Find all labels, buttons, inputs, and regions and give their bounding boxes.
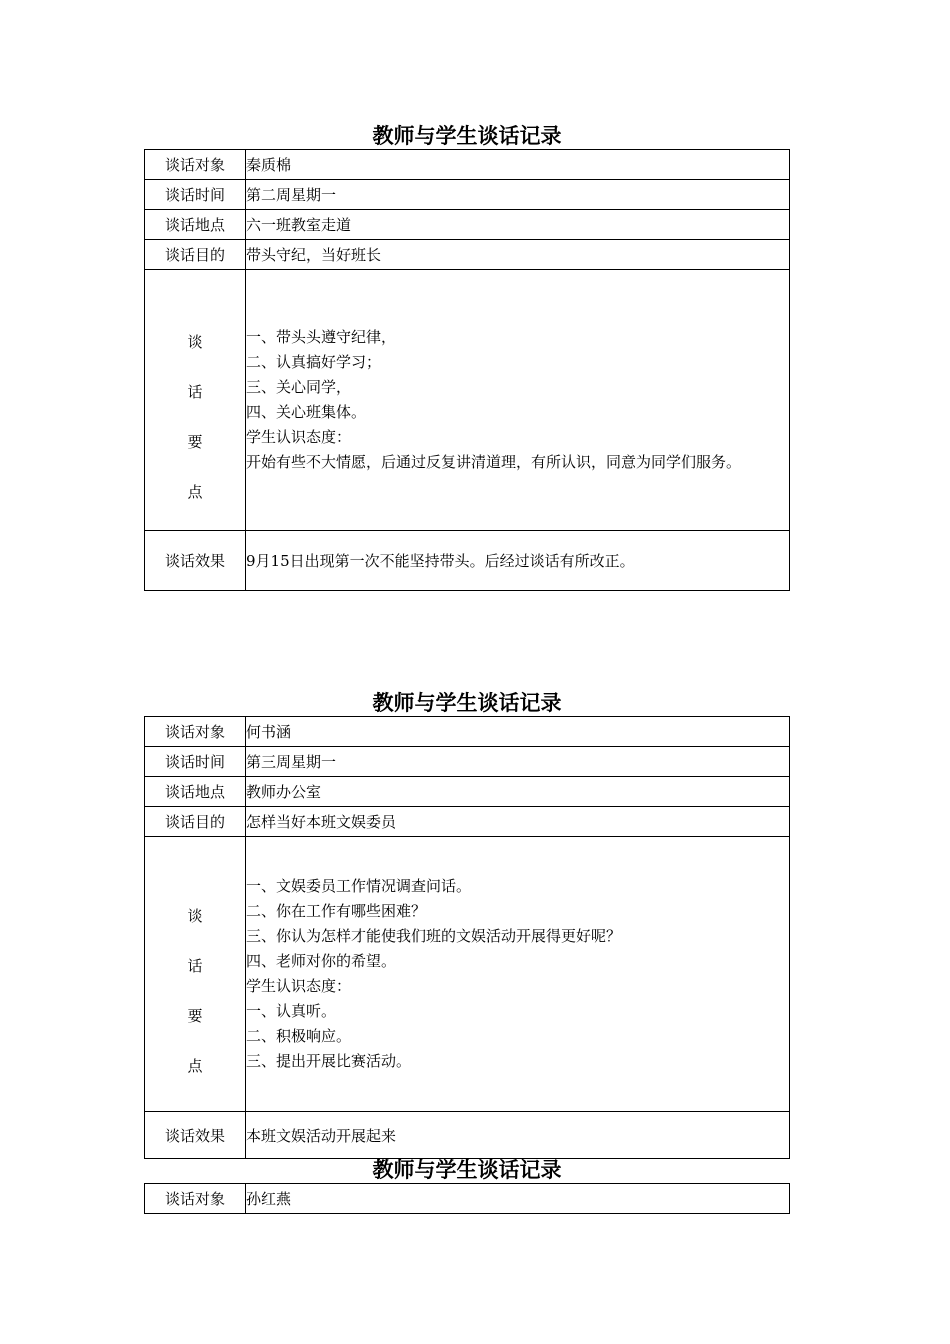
label-object: 谈话对象: [145, 717, 246, 747]
record-title: 教师与学生谈话记录: [372, 1158, 562, 1182]
value-object: 秦质棉: [246, 150, 790, 180]
point-line: 一、带头头遵守纪律，: [246, 328, 397, 346]
talk-record-table: [144, 1183, 790, 1214]
value-points: [246, 837, 790, 1112]
value-effect: 本班文娱活动开展起来: [246, 1112, 790, 1159]
value-object: 何书涵: [246, 717, 790, 747]
label-points-char: 谈: [187, 906, 203, 925]
label-place: 谈话地点: [145, 210, 246, 240]
point-line: 二、积极响应。: [246, 1027, 352, 1045]
point-line: 学生认识态度：: [246, 977, 352, 995]
talk-record-table: [144, 149, 790, 591]
label-points-char: 点: [187, 1056, 203, 1075]
value-object: 孙红燕: [246, 1184, 790, 1214]
label-object: 谈话对象: [145, 1184, 246, 1214]
label-points: [145, 837, 246, 1112]
value-time: 第三周星期一: [246, 747, 790, 777]
value-points: [246, 270, 790, 531]
value-purpose: 怎样当好本班文娱委员: [246, 807, 790, 837]
label-time: 谈话时间: [145, 180, 246, 210]
point-line: 一、文娱委员工作情况调查问话。: [246, 877, 472, 895]
label-points-char: 要: [187, 1006, 203, 1025]
label-object: 谈话对象: [145, 150, 246, 180]
value-purpose: 带头守纪，当好班长: [246, 240, 790, 270]
label-points-char: 要: [187, 432, 203, 451]
point-line: 四、老师对你的希望。: [246, 952, 397, 970]
value-place: 教师办公室: [246, 777, 790, 807]
point-line: 三、提出开展比赛活动。: [246, 1052, 412, 1070]
value-effect: 9月15日出现第一次不能坚持带头。后经过谈话有所改正。: [246, 531, 790, 591]
point-line: 三、你认为怎样才能使我们班的文娱活动开展得更好呢？: [246, 927, 622, 945]
label-points-char: 谈: [187, 332, 203, 351]
label-points-char: 话: [187, 956, 203, 975]
point-line: 四、关心班集体。: [246, 403, 367, 421]
label-points: [145, 270, 246, 531]
label-place: 谈话地点: [145, 777, 246, 807]
talk-record-table: [144, 716, 790, 1159]
label-points-char: 点: [187, 482, 203, 501]
point-line: 学生认识态度：: [246, 428, 352, 446]
point-line: 一、认真听。: [246, 1002, 337, 1020]
record-title: 教师与学生谈话记录: [372, 691, 562, 715]
label-time: 谈话时间: [145, 747, 246, 777]
point-line: 开始有些不大情愿，后通过反复讲清道理，有所认识，同意为同学们服务。: [246, 453, 742, 471]
point-line: 三、关心同学，: [246, 378, 352, 396]
label-effect: 谈话效果: [145, 1112, 246, 1159]
value-place: 六一班教室走道: [246, 210, 790, 240]
label-effect: 谈话效果: [145, 531, 246, 591]
point-line: 二、认真搞好学习；: [246, 353, 382, 371]
value-time: 第二周星期一: [246, 180, 790, 210]
label-purpose: 谈话目的: [145, 240, 246, 270]
label-purpose: 谈话目的: [145, 807, 246, 837]
record-title: 教师与学生谈话记录: [372, 124, 562, 148]
label-points-char: 话: [187, 382, 203, 401]
point-line: 二、你在工作有哪些困难？: [246, 902, 427, 920]
